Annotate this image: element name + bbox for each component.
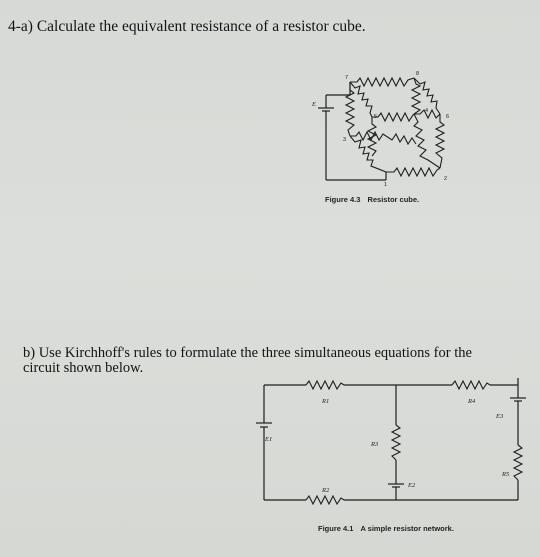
- net-e1-label: E1: [265, 436, 273, 443]
- net-r5-label: R5: [502, 471, 510, 478]
- figure-network-caption: [318, 524, 454, 533]
- cube-node-3: 3: [343, 137, 347, 143]
- net-r4-label: R4: [468, 398, 476, 405]
- figure-network-caption-label: Figure 4.1: [318, 524, 354, 533]
- net-r5-resistor: [514, 445, 522, 480]
- cube-node-1: 1: [384, 182, 388, 188]
- net-r2-label: R2: [322, 487, 330, 494]
- cube-node-5: 5: [374, 114, 378, 120]
- net-e2-label: E2: [408, 482, 416, 489]
- figure-cube-caption-text: Resistor cube.: [367, 195, 420, 204]
- net-r1-resistor: [306, 381, 344, 389]
- question-a-text: 4-a) Calculate the equivalent resistance of a resistor cube.: [8, 18, 366, 35]
- net-r3-label: R3: [371, 441, 379, 448]
- net-r3-resistor: [392, 425, 400, 460]
- net-r2-resistor: [306, 496, 344, 504]
- cube-node-6: 6: [446, 114, 450, 120]
- figure-network-caption-text: A simple resistor network.: [360, 524, 454, 533]
- net-r1-label: R1: [322, 398, 330, 405]
- cube-node-7: 7: [345, 75, 349, 81]
- figure-cube-caption-label: Figure 4.3: [325, 195, 361, 204]
- net-e3-label: E3: [496, 413, 504, 420]
- cube-node-8: 8: [416, 71, 420, 77]
- cube-source-label: E: [312, 101, 316, 108]
- question-b-text: b) Use Kirchhoff's rules to formulate the three simultaneous equations for the circuit shown below.: [23, 345, 472, 376]
- cube-node-4: 4: [425, 108, 429, 114]
- cube-node-2: 2: [444, 176, 448, 182]
- net-r4-resistor: [452, 381, 490, 389]
